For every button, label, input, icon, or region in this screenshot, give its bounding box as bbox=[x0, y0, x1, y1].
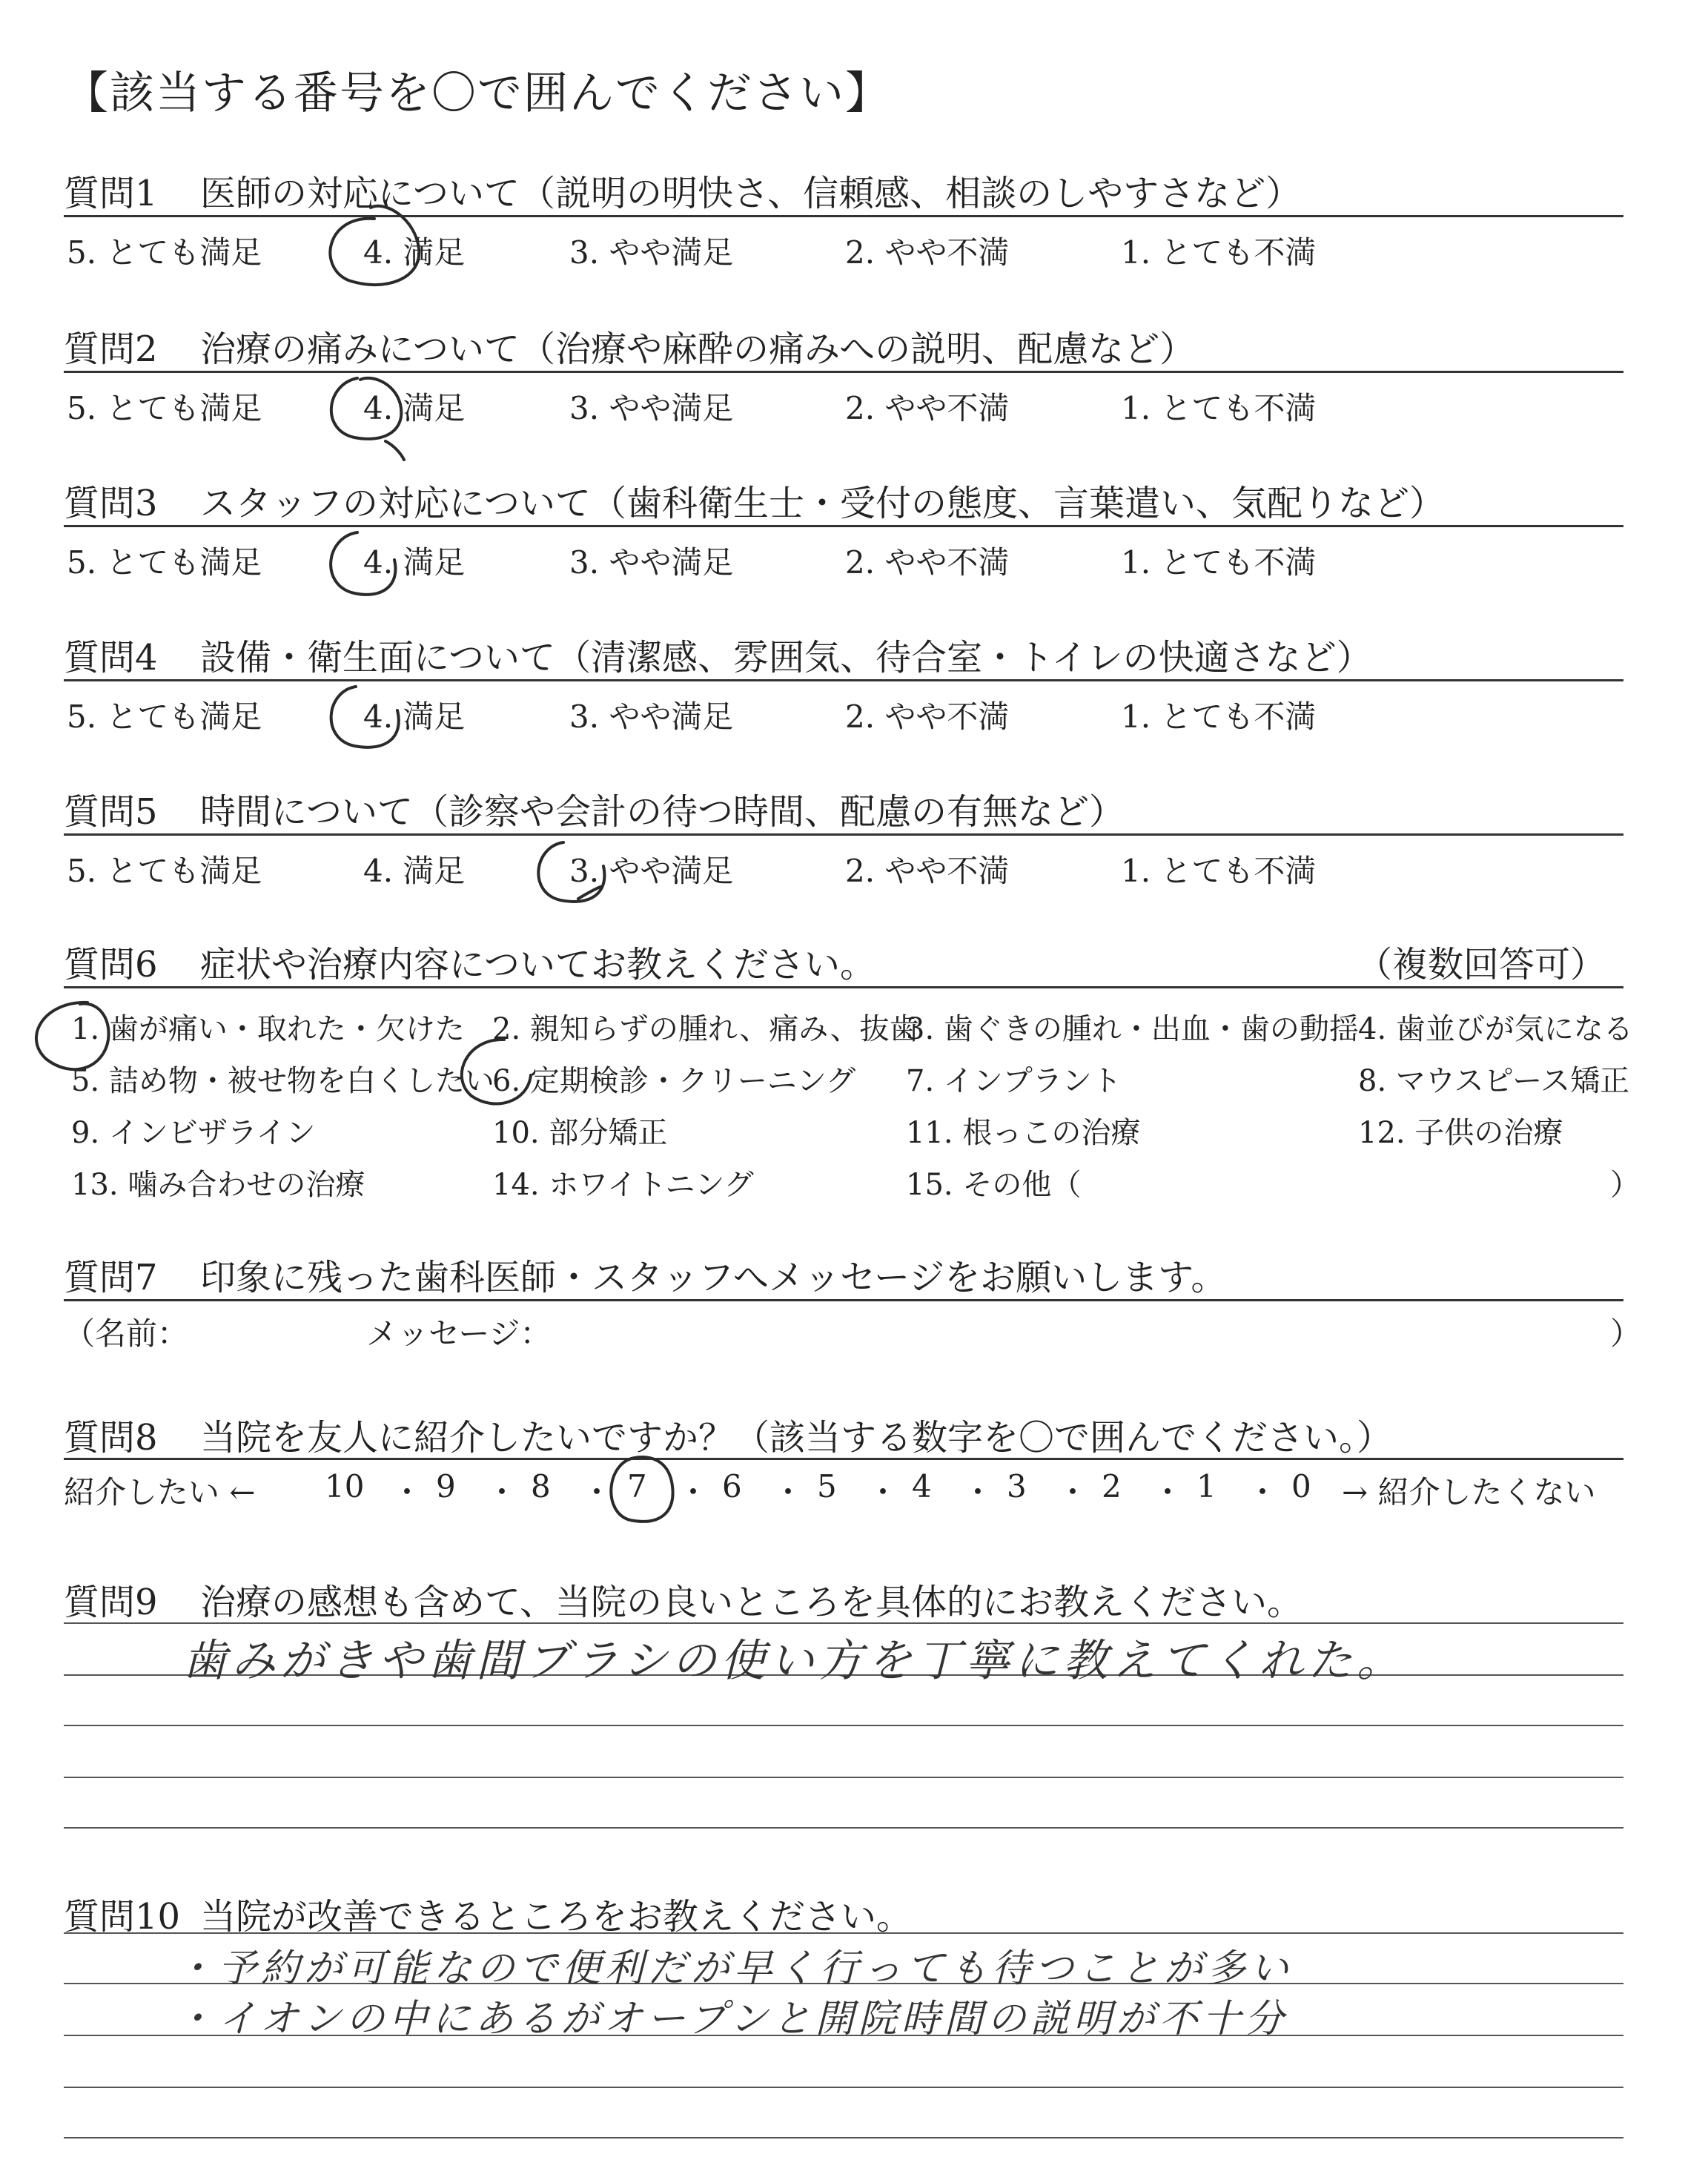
symptom-option[interactable]: 2. 親知らずの腫れ、痛み、抜歯 bbox=[492, 1012, 919, 1046]
recommend-number[interactable]: 0 bbox=[1291, 1468, 1311, 1505]
close-paren: ） bbox=[1610, 1315, 1642, 1352]
option-1[interactable]: 1. とても不満 bbox=[1121, 234, 1317, 271]
question-text: 時間について（診察や会計の待つ時間、配慮の有無など） bbox=[200, 791, 1125, 833]
separator-dot: ・ bbox=[962, 1474, 994, 1510]
option-2[interactable]: 2. やや不満 bbox=[845, 234, 1010, 271]
option-4[interactable]: 4. 満足 bbox=[363, 234, 466, 271]
option-3[interactable]: 3. やや満足 bbox=[569, 853, 734, 889]
option-3[interactable]: 3. やや満足 bbox=[569, 390, 734, 426]
symptom-option[interactable]: 7. インプラント bbox=[906, 1064, 1122, 1098]
separator-dot: ・ bbox=[1152, 1474, 1184, 1510]
answer-line bbox=[64, 2087, 1623, 2088]
option-2[interactable]: 2. やや不満 bbox=[845, 544, 1010, 581]
handwritten-answer: ・イオンの中にあるがオープンと開院時間の説明が不十分 bbox=[175, 1997, 1288, 2041]
symptom-option[interactable]: 8. マウスピース矯正 bbox=[1358, 1064, 1630, 1098]
question-label: 質問9 bbox=[64, 1582, 158, 1623]
recommend-number[interactable]: 9 bbox=[436, 1468, 456, 1505]
recommend-number[interactable]: 6 bbox=[722, 1468, 742, 1505]
symptom-option[interactable]: 11. 根っこの治療 bbox=[906, 1116, 1141, 1150]
divider bbox=[64, 371, 1623, 373]
symptom-option-other[interactable]: 15. その他（ bbox=[906, 1168, 1082, 1202]
question-text: スタッフの対応について（歯科衛生士・受付の態度、言葉遣い、気配りなど） bbox=[200, 483, 1446, 524]
separator-dot: ・ bbox=[486, 1474, 518, 1510]
divider bbox=[64, 986, 1623, 988]
symptom-option[interactable]: 12. 子供の治療 bbox=[1358, 1116, 1563, 1150]
option-5[interactable]: 5. とても満足 bbox=[67, 390, 262, 426]
recommend-number[interactable]: 3 bbox=[1007, 1468, 1027, 1505]
question-text: 医師の対応について（説明の明快さ、信頼感、相談のしやすさなど） bbox=[200, 173, 1302, 214]
divider bbox=[64, 1458, 1623, 1460]
answer-line bbox=[64, 1725, 1623, 1726]
divider bbox=[64, 215, 1623, 217]
close-paren: ） bbox=[1610, 1168, 1640, 1202]
separator-dot: ・ bbox=[391, 1474, 423, 1510]
divider bbox=[64, 1299, 1623, 1301]
option-4[interactable]: 4. 満足 bbox=[363, 698, 466, 735]
recommend-number[interactable]: 10 bbox=[325, 1468, 365, 1505]
question-label: 質問5 bbox=[64, 791, 158, 833]
option-1[interactable]: 1. とても不満 bbox=[1121, 853, 1317, 889]
message-label: メッセージ： bbox=[366, 1315, 552, 1352]
separator-dot: ・ bbox=[867, 1474, 899, 1510]
symptom-option[interactable]: 1. 歯が痛い・取れた・欠けた bbox=[71, 1012, 465, 1046]
question-text: 治療の痛みについて（治療や麻酔の痛みへの説明、配慮など） bbox=[200, 328, 1196, 370]
option-2[interactable]: 2. やや不満 bbox=[845, 390, 1010, 426]
option-2[interactable]: 2. やや不満 bbox=[845, 698, 1010, 735]
symptom-option[interactable]: 14. ホワイトニング bbox=[492, 1168, 754, 1202]
name-label: （名前： bbox=[64, 1315, 189, 1352]
option-4[interactable]: 4. 満足 bbox=[363, 853, 466, 889]
question-text: 当院が改善できるところをお教えください。 bbox=[200, 1896, 913, 1938]
option-5[interactable]: 5. とても満足 bbox=[67, 853, 262, 889]
symptom-option[interactable]: 13. 噛み合わせの治療 bbox=[71, 1168, 365, 1202]
question-text: 印象に残った歯科医師・スタッフへメッセージをお願いします。 bbox=[200, 1257, 1227, 1298]
recommend-right-label: → 紹介したくない bbox=[1342, 1474, 1596, 1510]
separator-dot: ・ bbox=[581, 1474, 613, 1510]
recommend-number[interactable]: 2 bbox=[1102, 1468, 1122, 1505]
recommend-left-label: 紹介したい ← bbox=[64, 1474, 256, 1510]
symptom-option[interactable]: 4. 歯並びが気になる bbox=[1358, 1012, 1633, 1046]
separator-dot: ・ bbox=[678, 1474, 709, 1510]
symptom-option[interactable]: 10. 部分矯正 bbox=[492, 1116, 668, 1150]
question-label: 質問2 bbox=[64, 328, 158, 370]
divider bbox=[64, 833, 1623, 836]
separator-dot: ・ bbox=[1247, 1474, 1279, 1510]
option-5[interactable]: 5. とても満足 bbox=[67, 234, 262, 271]
question-text: 治療の感想も含めて、当院の良いところを具体的にお教えください。 bbox=[200, 1582, 1303, 1623]
separator-dot: ・ bbox=[772, 1474, 804, 1510]
handwritten-answer: ・予約が可能なので便利だが早く行っても待つことが多い bbox=[175, 1946, 1294, 1991]
option-3[interactable]: 3. やや満足 bbox=[569, 698, 734, 735]
option-4[interactable]: 4. 満足 bbox=[363, 544, 466, 581]
recommend-number[interactable]: 4 bbox=[912, 1468, 932, 1505]
symptom-option[interactable]: 9. インビザライン bbox=[71, 1116, 316, 1150]
divider bbox=[64, 525, 1623, 527]
handwritten-answer: 歯みがきや歯間ブラシの使い方を丁寧に教えてくれた。 bbox=[182, 1635, 1406, 1687]
answer-line bbox=[64, 1932, 1623, 1934]
answer-line bbox=[64, 2137, 1623, 2138]
question-text: 設備・衛生面について（清潔感、雰囲気、待合室・トイレの快適さなど） bbox=[200, 637, 1372, 678]
question-label: 質問6 bbox=[64, 944, 158, 985]
option-3[interactable]: 3. やや満足 bbox=[569, 234, 734, 271]
symptom-option[interactable]: 6. 定期検診・クリーニング bbox=[492, 1064, 856, 1098]
option-5[interactable]: 5. とても満足 bbox=[67, 544, 262, 581]
question-text: 症状や治療内容についてお教えください。 bbox=[200, 944, 876, 985]
question-label: 質問7 bbox=[64, 1257, 158, 1298]
option-1[interactable]: 1. とても不満 bbox=[1121, 390, 1317, 426]
question-label: 質問1 bbox=[64, 173, 158, 214]
multiple-answer-note: （複数回答可） bbox=[1357, 944, 1606, 985]
question-label: 質問3 bbox=[64, 483, 158, 524]
option-1[interactable]: 1. とても不満 bbox=[1121, 544, 1317, 581]
answer-line bbox=[64, 1827, 1623, 1829]
question-label: 質問8 bbox=[64, 1417, 158, 1459]
option-5[interactable]: 5. とても満足 bbox=[67, 698, 262, 735]
divider bbox=[64, 679, 1623, 681]
option-2[interactable]: 2. やや不満 bbox=[845, 853, 1010, 889]
option-1[interactable]: 1. とても不満 bbox=[1121, 698, 1317, 735]
symptom-option[interactable]: 5. 詰め物・被せ物を白くしたい bbox=[71, 1064, 494, 1098]
question-text: 当院を友人に紹介したいですか？（該当する数字を〇で囲んでください。） bbox=[200, 1417, 1393, 1459]
recommend-number[interactable]: 1 bbox=[1196, 1468, 1217, 1505]
recommend-number[interactable]: 5 bbox=[817, 1468, 837, 1505]
answer-line bbox=[64, 1777, 1623, 1778]
form-title: 【該当する番号を〇で囲んでください】 bbox=[64, 67, 891, 119]
question-label: 質問4 bbox=[64, 637, 158, 678]
option-4[interactable]: 4. 満足 bbox=[363, 390, 466, 426]
recommend-number[interactable]: 8 bbox=[531, 1468, 551, 1505]
recommend-number[interactable]: 7 bbox=[627, 1468, 647, 1505]
answer-line bbox=[64, 1622, 1623, 1624]
option-3[interactable]: 3. やや満足 bbox=[569, 544, 734, 581]
separator-dot: ・ bbox=[1057, 1474, 1089, 1510]
symptom-option[interactable]: 3. 歯ぐきの腫れ・出血・歯の動揺 bbox=[906, 1012, 1359, 1046]
question-label: 質問10 bbox=[64, 1896, 181, 1938]
